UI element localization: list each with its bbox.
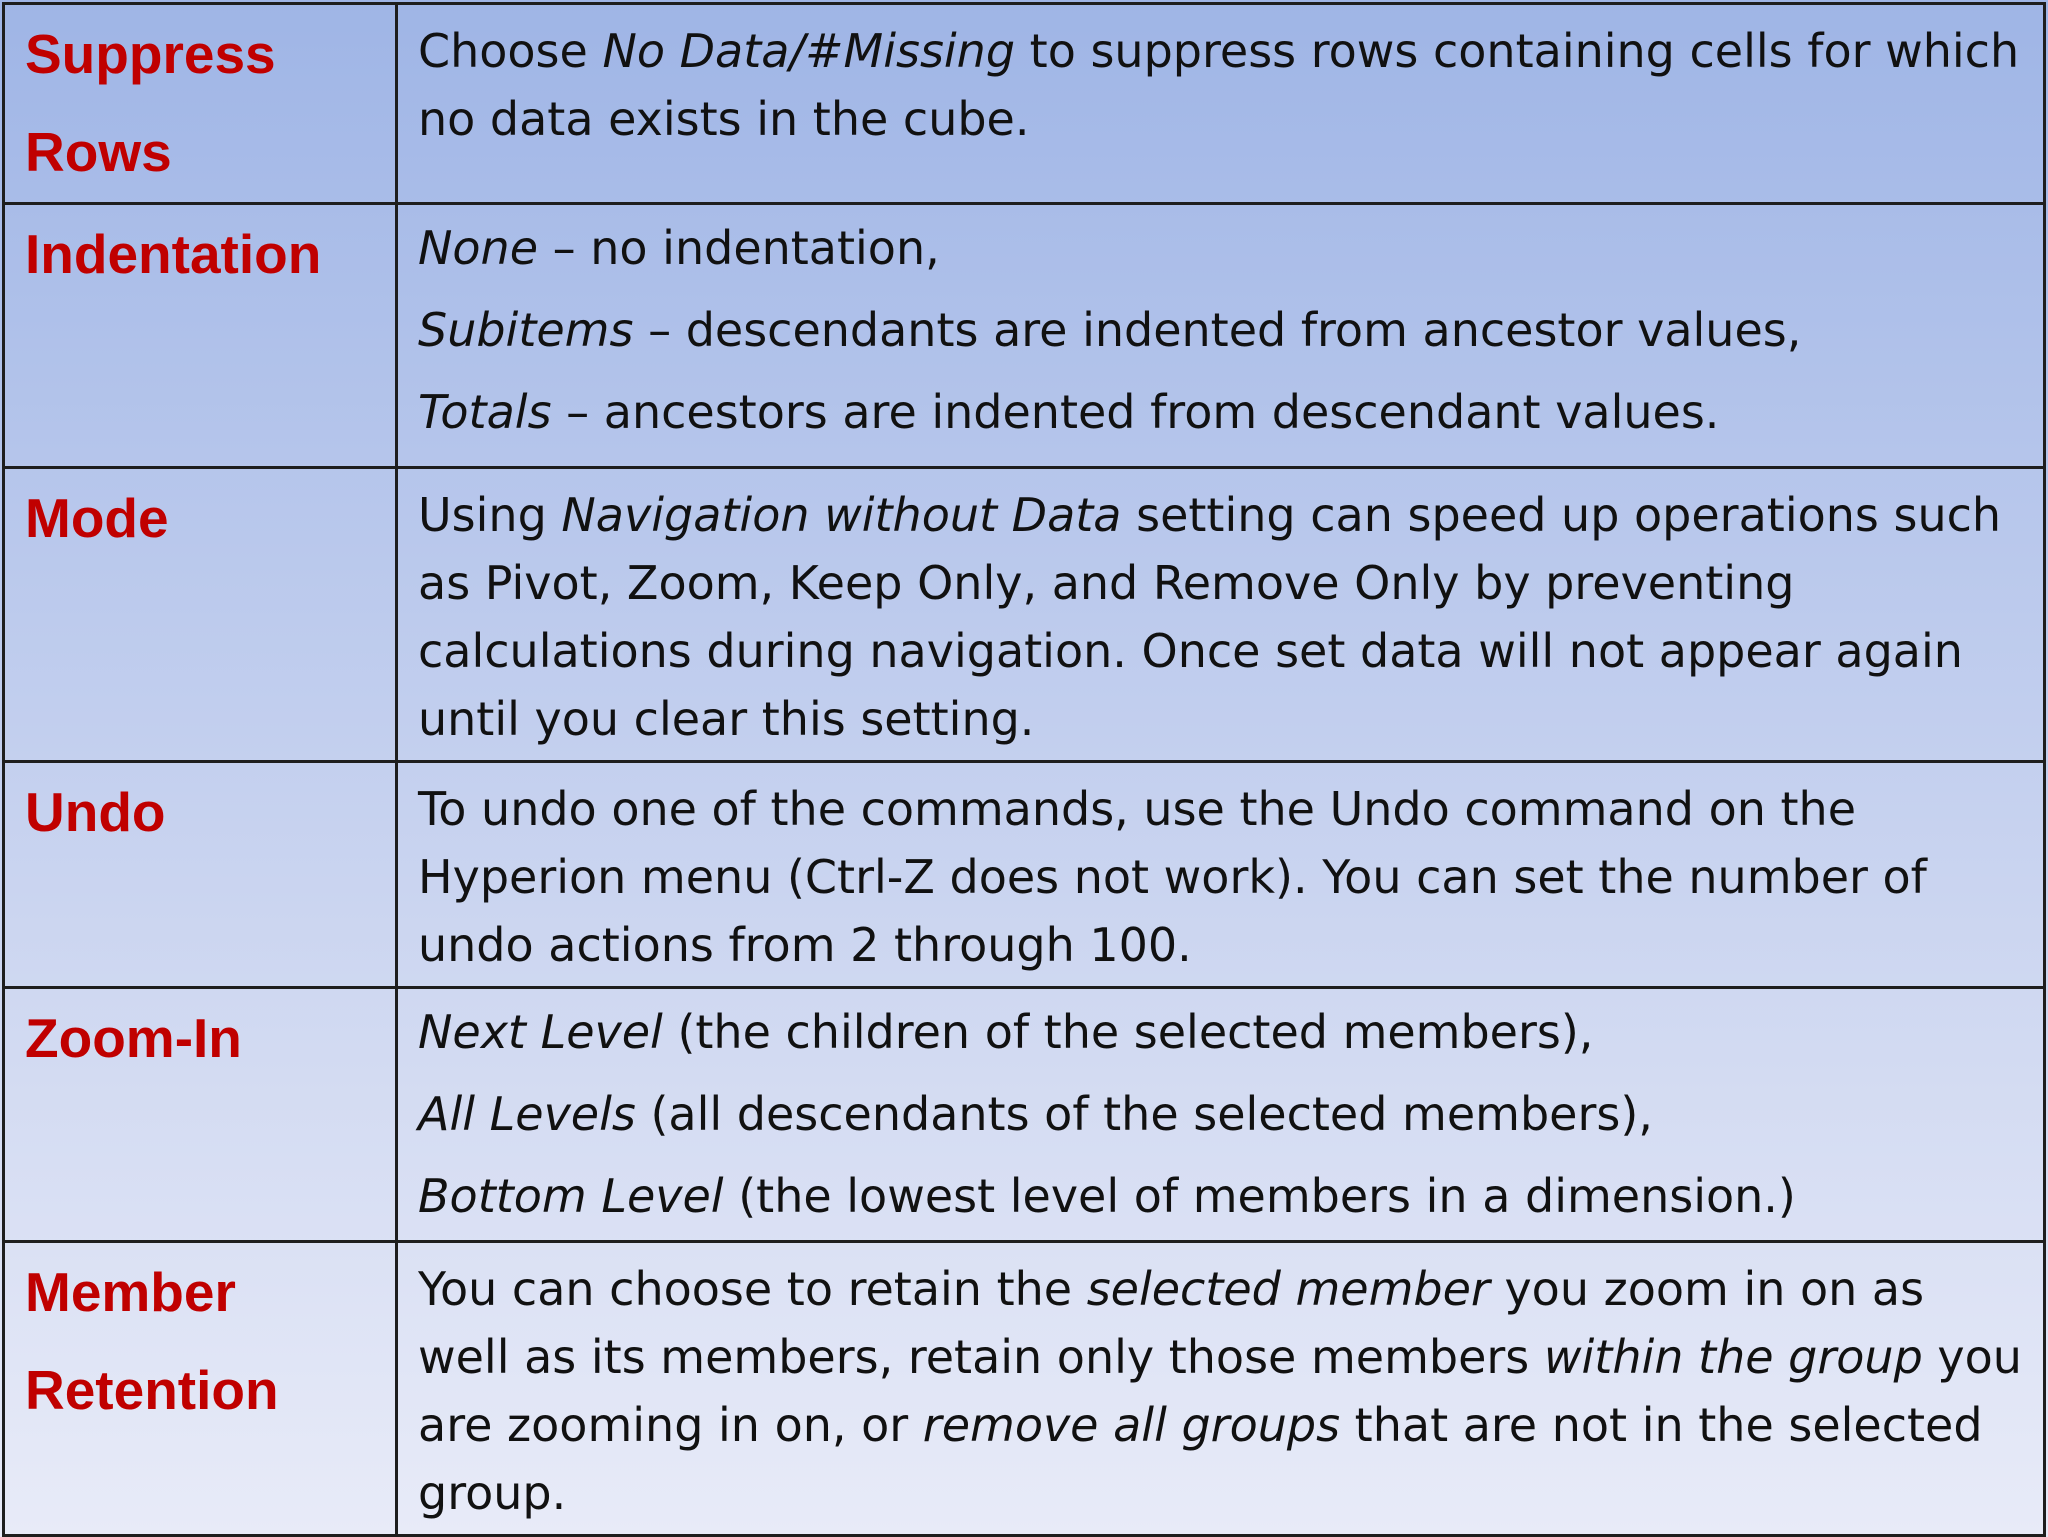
desc-text: to suppress rows containing cells for which no data exists in the cube.: [418, 24, 2020, 146]
desc-emphasis: Next Level: [418, 1005, 663, 1059]
table-row: [4, 4, 2045, 204]
desc-text: Choose: [418, 24, 603, 78]
desc-emphasis: None: [418, 221, 539, 275]
term-cell: [4, 4, 397, 204]
description-cell: [397, 1242, 2045, 1536]
desc-text: To undo one of the commands, use the Undo command on the Hyperion menu (Ctrl-Z does not work). You can set the number of undo actions from 2 through 100.: [418, 782, 1927, 972]
desc-text: You can choose to retain the: [418, 1262, 1087, 1316]
desc-emphasis: Totals: [418, 385, 552, 439]
term-cell: [4, 988, 397, 1242]
desc-emphasis: within the group: [1543, 1330, 1923, 1384]
desc-emphasis: Navigation without Data: [561, 488, 1122, 542]
desc-emphasis: Bottom Level: [418, 1169, 724, 1223]
desc-text: you are zooming in on, or: [418, 1330, 2022, 1452]
desc-emphasis: selected member: [1086, 1262, 1490, 1316]
desc-text: – no indentation,: [538, 221, 940, 275]
table-row: [4, 988, 2045, 1242]
term-cell: [4, 762, 397, 988]
term-cell: [4, 468, 397, 762]
desc-line: [418, 991, 2027, 1073]
table-row: [4, 468, 2045, 762]
options-table: [2, 2, 2046, 1537]
term-label: Mode: [25, 487, 169, 549]
description-cell: [397, 468, 2045, 762]
description-cell: [397, 762, 2045, 988]
desc-emphasis: No Data/#Missing: [602, 24, 1016, 78]
table-row: [4, 204, 2045, 468]
desc-text: (the lowest level of members in a dimension.): [723, 1169, 1796, 1223]
desc-emphasis: Subitems: [418, 303, 634, 357]
desc-emphasis: All Levels: [418, 1087, 636, 1141]
term-label: Indentation: [25, 223, 322, 285]
desc-text: – descendants are indented from ancestor values,: [633, 303, 1802, 357]
desc-text: Using: [418, 488, 562, 542]
description-cell: [397, 204, 2045, 468]
desc-emphasis: remove all groups: [922, 1398, 1341, 1452]
desc-line: [418, 1073, 2027, 1155]
term-cell: [4, 1242, 397, 1536]
term-label: Undo: [25, 781, 166, 843]
term-label: Suppress Rows: [25, 23, 276, 183]
desc-text: (the children of the selected members),: [662, 1005, 1594, 1059]
desc-line: [418, 289, 2027, 371]
table-row: [4, 1242, 2045, 1536]
term-label: Zoom-In: [25, 1007, 242, 1069]
desc-text: you zoom in on as well as its members, retain only those members: [418, 1262, 1925, 1384]
desc-text: – ancestors are indented from descendant values.: [551, 385, 1720, 439]
desc-text: (all descendants of the selected members),: [635, 1087, 1653, 1141]
desc-text: setting can speed up operations such as Pivot, Zoom, Keep Only, and Remove Only by preventing calculations during navigation. Once set data will not appear again until you clear this setting.: [418, 488, 2002, 746]
table-row: [4, 762, 2045, 988]
description-cell: [397, 988, 2045, 1242]
desc-text: that are not in the selected group.: [418, 1398, 1983, 1520]
desc-line: [418, 207, 2027, 289]
description-cell: [397, 4, 2045, 204]
term-label: Member Retention: [25, 1261, 279, 1421]
desc-line: [418, 1155, 2027, 1237]
desc-line: [418, 371, 2027, 453]
term-cell: [4, 204, 397, 468]
